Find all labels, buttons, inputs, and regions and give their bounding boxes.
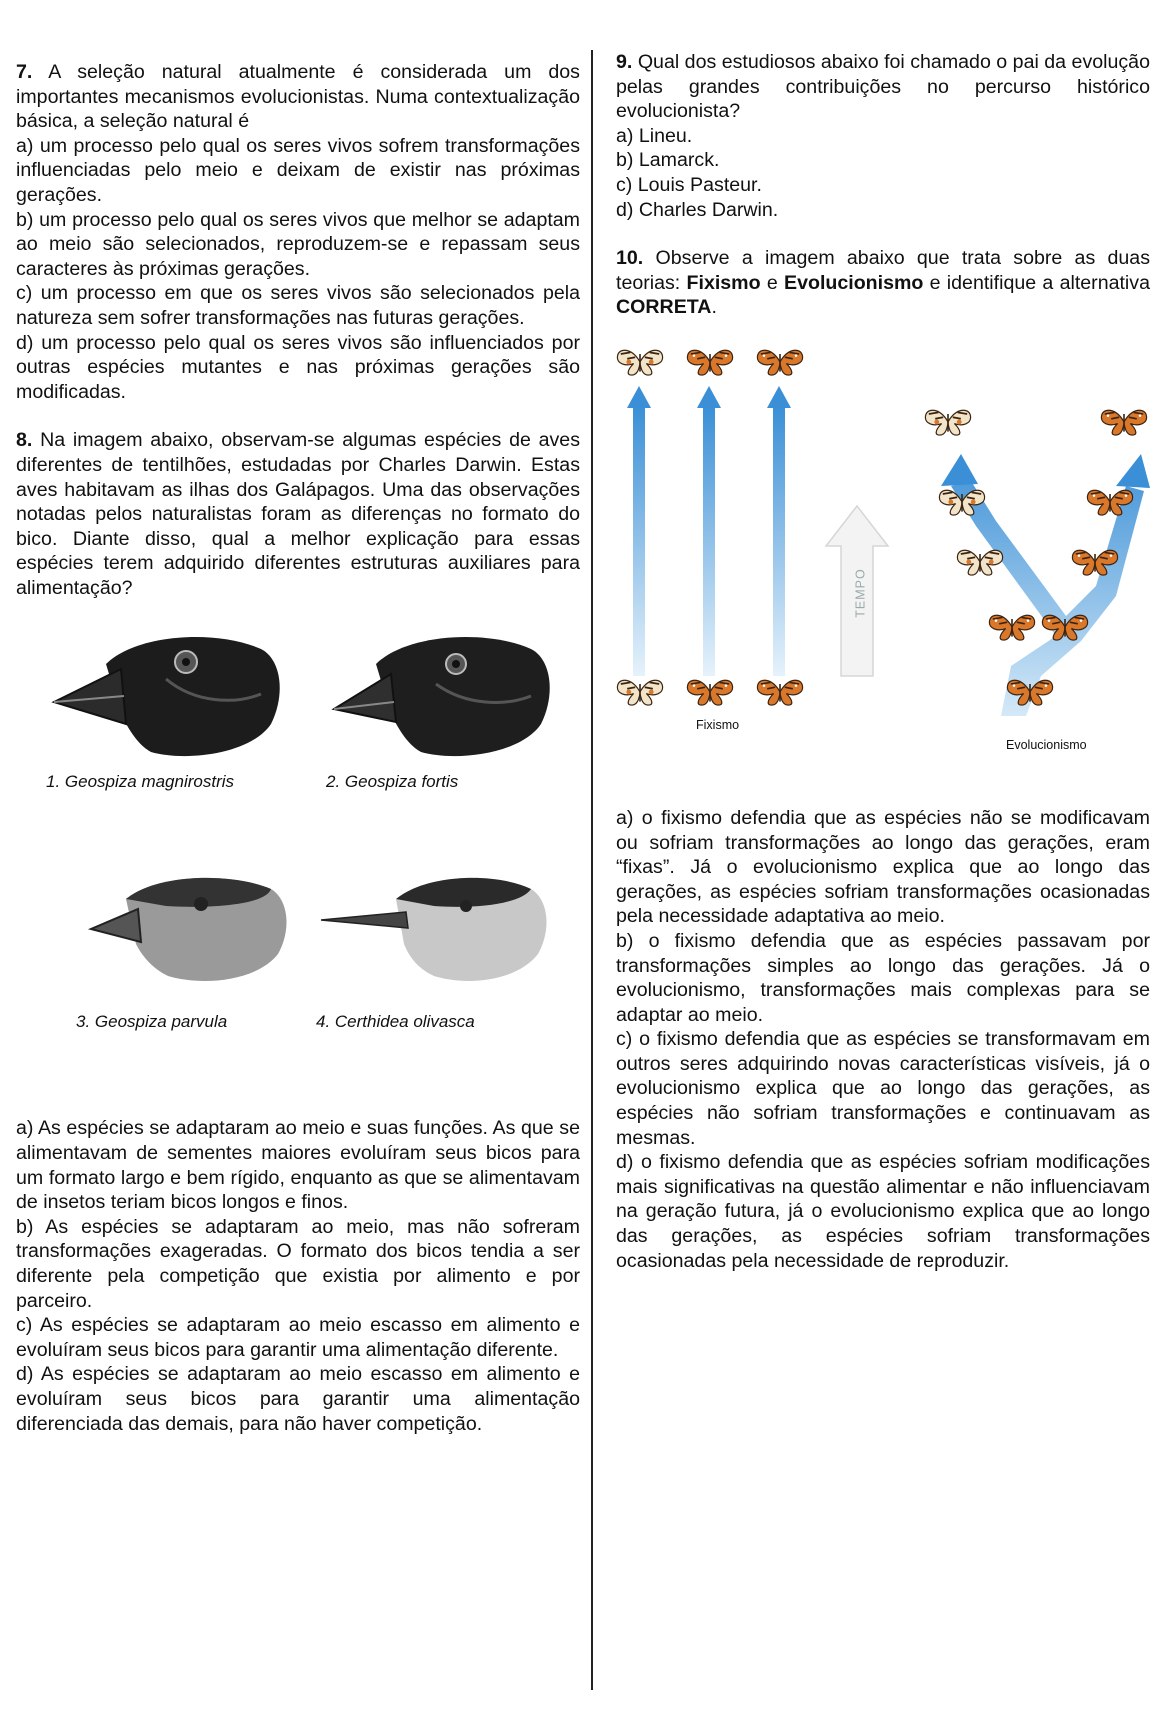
geospiza-magnirostris-illustration xyxy=(46,624,286,764)
geospiza-parvula-illustration xyxy=(56,854,296,994)
question-7-stem: A seleção natural atualmente é considerada um dos importantes mecanismos evolucionistas. Numa contextualização básica, a seleção natural é xyxy=(16,61,580,133)
right-column xyxy=(616,50,1150,1273)
question-10-stem: Observe a imagem abaixo que trata sobre as duas teorias: xyxy=(616,247,1150,294)
geospiza-fortis-illustration xyxy=(316,624,556,764)
question-8-option-c[interactable]: c) As espécies se adaptaram ao meio escasso em alimento e evoluíram seus bicos para garantir uma alimentação diferente. xyxy=(16,1314,580,1361)
question-7-option-d[interactable]: d) um processo pelo qual os seres vivos são influenciados por outras espécies mutantes e nas próximas gerações são modificadas. xyxy=(16,331,580,403)
certhidea-olivasca-illustration xyxy=(316,854,556,994)
question-8-stem: Na imagem abaixo, observam-se algumas espécies de aves diferentes de tentilhões, estudadas por Charles Darwin. Estas aves habitavam as ilhas dos Galápagos. Uma das observações notadas pelos naturalistas foram as diferenças no formato do bico. Diante disso, qual a melhor explicação para essas espécies terem adquirido diferentes estruturas auxiliares para alimentação? xyxy=(16,429,580,599)
question-9-number: 9. xyxy=(616,51,633,73)
term-evolucionismo: Evolucionismo xyxy=(784,271,924,294)
question-8-number: 8. xyxy=(16,429,33,452)
question-9-stem: Qual dos estudiosos abaixo foi chamado o pai da evolução pelas grandes contribuições no percurso histórico evolucionista? xyxy=(616,51,1150,123)
question-10-number: 10. xyxy=(616,247,644,270)
question-9-option-a[interactable]: a) Lineu. xyxy=(616,124,693,147)
question-10-option-d[interactable]: d) o fixismo defendia que as espécies sofriam modificações mais significativas na questão alimentar e não influenciavam na geração futura, já o evolucionismo explica que ao longo das gerações, as espécies sofriam transformações ocasionadas pela necessidade de reproduzir. xyxy=(616,1151,1150,1272)
label-tempo: TEMPO xyxy=(853,568,868,618)
label-fixismo: Fixismo xyxy=(696,717,740,732)
term-fixismo: Fixismo xyxy=(686,271,761,294)
question-7-option-c[interactable]: c) um processo em que os seres vivos são selecionados pela natureza sem sofrer transformações nas futuras gerações. xyxy=(16,282,580,329)
question-7-option-a[interactable]: a) um processo pelo qual os seres vivos sofrem transformações influenciadas pelo meio e deixam de existir nas próximas gerações. xyxy=(16,134,580,206)
question-9-option-b[interactable]: b) Lamarck. xyxy=(616,149,720,172)
question-10 xyxy=(616,246,1150,1273)
question-9-option-d[interactable]: d) Charles Darwin. xyxy=(616,198,779,221)
question-8-option-a[interactable]: a) As espécies se adaptaram ao meio e suas funções. As que se alimentavam de sementes maiores evoluíram seus bicos para um formato largo e bem rígido, enquanto as que se alimentavam de insetos teriam bicos longos e finos. xyxy=(16,1117,580,1214)
caption-geospiza-fortis: 2. Geospiza fortis xyxy=(326,772,459,792)
finch-beaks-figure xyxy=(16,614,580,1104)
question-10-stem-end: . xyxy=(711,296,717,319)
column-divider xyxy=(591,50,593,1690)
question-7 xyxy=(16,60,580,404)
caption-certhidea-olivasca: 4. Certhidea olivasca xyxy=(316,1012,475,1032)
question-7-option-b[interactable]: b) um processo pelo qual os seres vivos que melhor se adaptam ao meio são selecionados, reproduzem-se e repassam seus caracteres às próximas gerações. xyxy=(16,208,580,280)
fixismo-evolucionismo-figure xyxy=(616,336,1150,796)
question-10-option-a[interactable]: a) o fixismo defendia que as espécies não se modificavam ou sofriam transformações ao longo das gerações, eram “fixas”. Já o evolucionismo explica que ao longo das gerações, as espécies sofriam transformações ocasionadas pela necessidade adaptativa ao meio. xyxy=(616,806,1150,928)
question-10-stem-mid: e xyxy=(760,271,785,294)
question-8-option-d[interactable]: d) As espécies se adaptaram ao meio escasso em alimento e evoluíram seus bicos para garantir uma alimentação diferenciada das demais, para não haver competição. xyxy=(16,1363,580,1435)
question-8-option-b[interactable]: b) As espécies se adaptaram ao meio, mas não sofreram transformações exageradas. O formato dos bicos tendia a ser diferente pela competição que existia por alimento e por parceiro. xyxy=(16,1215,580,1312)
question-10-option-b[interactable]: b) o fixismo defendia que as espécies passavam por transformações simples ao longo das gerações. Já o evolucionismo, transformações mais complexas para se adaptar ao meio. xyxy=(616,929,1150,1026)
left-column xyxy=(16,60,580,1436)
question-9-option-c[interactable]: c) Louis Pasteur. xyxy=(616,173,762,196)
question-7-number: 7. xyxy=(16,61,33,83)
question-10-option-c[interactable]: c) o fixismo defendia que as espécies se transformavam em outros seres adquirindo novas características visíveis, já o evolucionismo explica que ao longo das gerações, as espécies não sofriam transformações e continuavam as mesmas. xyxy=(616,1028,1150,1149)
caption-geospiza-parvula: 3. Geospiza parvula xyxy=(76,1012,228,1032)
fixismo-arrows xyxy=(627,386,791,676)
term-correta: CORRETA xyxy=(616,296,712,319)
caption-geospiza-magnirostris: 1. Geospiza magnirostris xyxy=(46,772,235,792)
label-evolucionismo: Evolucionismo xyxy=(1006,737,1087,752)
question-9 xyxy=(616,50,1150,222)
question-8 xyxy=(16,428,580,1436)
question-10-stem-post: e identifique a alternativa xyxy=(923,271,1150,294)
